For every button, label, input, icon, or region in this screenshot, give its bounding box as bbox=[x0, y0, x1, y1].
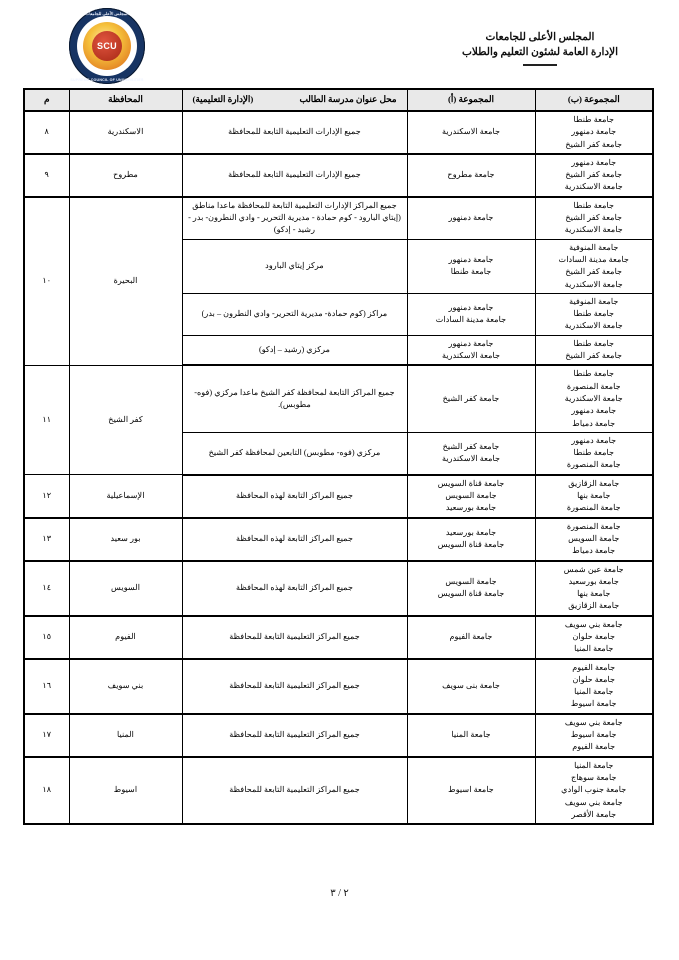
text-line: جامعة دمياط bbox=[572, 418, 616, 428]
address-line: مركز إيتاي البارود bbox=[265, 261, 324, 271]
cell-group-a bbox=[407, 714, 535, 757]
text-line: جامعة الاسكندرية bbox=[564, 393, 623, 403]
text-line: جامعة طنطا bbox=[450, 267, 492, 277]
text-line: جامعة المنصورة bbox=[566, 460, 621, 470]
cell-group-b bbox=[535, 335, 653, 365]
cell-governorate: السويس bbox=[69, 561, 182, 616]
cell-governorate: الإسماعيلية bbox=[69, 475, 182, 518]
text-line: جامعة الزقازيق bbox=[568, 478, 620, 488]
cell-address bbox=[182, 714, 407, 757]
cell-address bbox=[182, 475, 407, 518]
text-line: جامعة الفيوم bbox=[449, 631, 493, 641]
text-line: جامعة المنوفية bbox=[569, 242, 619, 252]
table-row bbox=[24, 616, 653, 659]
text-line: جامعة دمنهور bbox=[448, 338, 494, 348]
text-line: جامعة طنطا bbox=[573, 115, 615, 124]
table-row bbox=[24, 659, 653, 714]
text-line: جامعة كفر الشيخ bbox=[442, 393, 500, 403]
text-line: جامعة اسيوط bbox=[570, 699, 617, 709]
text-line: جامعة المنيا bbox=[451, 730, 491, 740]
cell-governorate: الفيوم bbox=[69, 616, 182, 659]
cell-row-number: ١٣ bbox=[24, 518, 69, 561]
table-row bbox=[24, 111, 653, 154]
text-line: جامعة دمنهور bbox=[571, 435, 617, 445]
cell-group-a bbox=[407, 111, 535, 154]
cell-group-b bbox=[535, 757, 653, 824]
cell-address bbox=[182, 335, 407, 365]
text-line: جامعة حلوان bbox=[572, 631, 616, 641]
column-header-group-a: المجموعة (أ) bbox=[407, 89, 535, 111]
table-header bbox=[24, 89, 653, 111]
text-line: جامعة بنى سويف bbox=[442, 681, 500, 691]
text-line: جامعة طنطا bbox=[573, 369, 615, 379]
text-line: جامعة كفر الشيخ bbox=[442, 441, 500, 451]
logo-arabic-arc-text: المجلس الأعلى للجامعات bbox=[85, 10, 129, 16]
cell-governorate: كفر الشيخ bbox=[69, 365, 182, 474]
address-line: مركزي (رشيد – إدكو) bbox=[258, 344, 331, 354]
table-row bbox=[24, 475, 653, 518]
text-line: جامعة دمنهور bbox=[571, 406, 617, 416]
cell-row-number: ١١ bbox=[24, 365, 69, 474]
text-line: جامعة طنطا bbox=[573, 200, 615, 210]
cell-governorate: بني سويف bbox=[69, 659, 182, 714]
cell-governorate: مطروح bbox=[69, 154, 182, 197]
organization-name: المجلس الأعلى للجامعات bbox=[485, 32, 595, 43]
address-line: جميع المراكز الإدارات التعليمية التابعة للمحافظة bbox=[237, 200, 397, 210]
text-line: جامعة المنيا bbox=[574, 687, 614, 697]
cell-group-a bbox=[407, 335, 535, 365]
logo-seal bbox=[69, 8, 145, 84]
address-line: جميع المراكز التابعة لمحافظة كفر الشيخ ماعدا bbox=[239, 387, 395, 397]
address-line: جميع المراكز التعليمية التابعة للمحافظة bbox=[229, 785, 360, 795]
cell-group-b bbox=[535, 111, 653, 154]
text-line: جامعة بورسعيد bbox=[445, 527, 497, 537]
cell-address bbox=[182, 365, 407, 432]
table-row bbox=[24, 365, 653, 432]
cell-governorate: البحيرة bbox=[69, 197, 182, 366]
document-header bbox=[0, 0, 679, 88]
text-line: جامعة مدينة السادات bbox=[558, 254, 629, 264]
text-line: جامعة كفر الشيخ bbox=[565, 351, 623, 361]
cell-group-b bbox=[535, 714, 653, 757]
address-line: مركزي (فوه- مطوبس). bbox=[194, 387, 311, 410]
page-number: ٢ / ٣ bbox=[330, 888, 349, 899]
text-line: جامعة عين شمس bbox=[563, 564, 624, 574]
text-line: جامعة دمنهور bbox=[448, 213, 494, 223]
address-line: التحرير - وادي النطرون- بدر - رشيد - إدكو) bbox=[188, 213, 316, 235]
address-line: جميع المراكز التابعة لهذه المحافظة bbox=[235, 491, 354, 501]
text-line: جامعة المنصورة bbox=[566, 503, 621, 513]
cell-address bbox=[182, 293, 407, 335]
address-line: جميع الإدارات التعليمية التابعة للمحافظة bbox=[228, 127, 361, 137]
cell-group-b bbox=[535, 561, 653, 616]
table-container bbox=[25, 88, 654, 825]
text-line: جامعة كفر الشيخ bbox=[565, 213, 623, 223]
cell-group-a bbox=[407, 154, 535, 197]
page-footer bbox=[0, 888, 679, 899]
cell-address bbox=[182, 757, 407, 824]
address-line: جميع المراكز التابعة لهذه المحافظة bbox=[235, 582, 354, 592]
cell-group-b bbox=[535, 616, 653, 659]
text-line: جامعة دمنهور bbox=[448, 303, 494, 312]
address-line: جميع الإدارات التعليمية التابعة للمحافظة bbox=[228, 170, 361, 180]
cell-group-b bbox=[535, 197, 653, 239]
universities-distribution-table bbox=[23, 88, 654, 825]
text-line: جامعة اسيوط bbox=[448, 785, 494, 795]
table-row bbox=[24, 757, 653, 824]
address-line: ماعدا مناطق (إيتاي البارود - كوم حمادة - مديرية bbox=[192, 200, 401, 223]
column-header-address bbox=[182, 89, 407, 111]
cell-row-number: ١٤ bbox=[24, 561, 69, 616]
text-line: جامعة بنها bbox=[577, 589, 611, 599]
cell-group-b bbox=[535, 659, 653, 714]
text-line: جامعة السويس bbox=[445, 491, 497, 501]
column-header-number: م bbox=[24, 89, 69, 111]
text-line: جامعة دمنهور bbox=[571, 157, 617, 167]
table-body bbox=[24, 111, 653, 824]
text-line: جامعة بنها bbox=[577, 491, 611, 501]
text-line: جامعة كفر الشيخ bbox=[565, 139, 623, 149]
text-line: جامعة الاسكندرية bbox=[441, 454, 501, 464]
cell-row-number: ٩ bbox=[24, 154, 69, 197]
column-header-governorate: المحافظة bbox=[69, 89, 182, 111]
cell-group-b bbox=[535, 475, 653, 518]
address-line: جميع المراكز التعليمية التابعة للمحافظة bbox=[229, 631, 360, 641]
cell-governorate: اسيوط bbox=[69, 757, 182, 824]
text-line: جامعة السويس bbox=[568, 533, 620, 543]
table-header-row bbox=[24, 89, 653, 111]
text-line: جامعة الاسكندرية bbox=[441, 127, 501, 137]
cell-address bbox=[182, 616, 407, 659]
cell-group-b bbox=[535, 293, 653, 335]
cell-group-b bbox=[535, 432, 653, 474]
text-line: جامعة الأقصر bbox=[571, 809, 617, 819]
cell-group-a bbox=[407, 616, 535, 659]
text-line: جامعة قناة السويس bbox=[437, 478, 505, 488]
text-line: جامعة دمياط bbox=[572, 546, 616, 556]
address-line: مراكز (كوم حمادة- مديرية التحرير- وادي النطرون bbox=[223, 309, 388, 319]
cell-group-a bbox=[407, 561, 535, 616]
cell-row-number: ١٧ bbox=[24, 714, 69, 757]
text-line: جامعة اسيوط bbox=[570, 730, 617, 740]
cell-address bbox=[182, 561, 407, 616]
text-line: جامعة طنطا bbox=[573, 338, 615, 348]
text-line: جامعة بني سويف bbox=[564, 717, 623, 727]
address-line: – بدر) bbox=[201, 309, 222, 319]
cell-address bbox=[182, 154, 407, 197]
cell-row-number: ٨ bbox=[24, 111, 69, 154]
cell-group-a bbox=[407, 365, 535, 432]
table-row bbox=[24, 561, 653, 616]
cell-row-number: ١٨ bbox=[24, 757, 69, 824]
text-line: جامعة جنوب الوادي bbox=[561, 785, 627, 795]
cell-row-number: ١٥ bbox=[24, 616, 69, 659]
table-row bbox=[24, 714, 653, 757]
text-line: جامعة قناة السويس bbox=[437, 540, 505, 550]
text-line: جامعة كفر الشيخ bbox=[565, 267, 623, 277]
table-row bbox=[24, 154, 653, 197]
cell-address bbox=[182, 111, 407, 154]
cell-governorate: بور سعيد bbox=[69, 518, 182, 561]
cell-group-a bbox=[407, 432, 535, 474]
cell-group-a bbox=[407, 197, 535, 239]
text-line: جامعة بورسعيد bbox=[568, 576, 619, 586]
address-line: جميع المراكز التابعة لهذه المحافظة bbox=[235, 533, 354, 543]
table-row bbox=[24, 197, 653, 239]
logo-english-arc-text: SUPREME COUNCIL OF UNIVERSITIES bbox=[70, 77, 144, 82]
cell-address bbox=[182, 518, 407, 561]
cell-address bbox=[182, 432, 407, 474]
cell-row-number: ١٠ bbox=[24, 197, 69, 366]
cell-group-b bbox=[535, 365, 653, 432]
cell-address bbox=[182, 659, 407, 714]
logo-acronym-text: SCU bbox=[97, 41, 117, 51]
text-line: جامعة الاسكندرية bbox=[564, 182, 623, 192]
text-line: جامعة بني سويف bbox=[564, 619, 623, 629]
text-line: جامعة المنيا bbox=[574, 644, 614, 654]
cell-row-number: ١٢ bbox=[24, 475, 69, 518]
cell-group-a bbox=[407, 293, 535, 335]
department-name: الإدارة العامة لشئون التعليم والطلاب bbox=[461, 47, 618, 59]
column-header-address-sub: (الإدارة التعليمية) bbox=[192, 94, 254, 105]
cell-group-a bbox=[407, 757, 535, 824]
cell-governorate: الاسكندرية bbox=[69, 111, 182, 154]
text-line: جامعة مدينة السادات bbox=[435, 315, 507, 325]
text-line: جامعة المنيا bbox=[574, 760, 614, 770]
text-line: جامعة كفر الشيخ bbox=[565, 170, 623, 180]
address-line: جميع المراكز التعليمية التابعة للمحافظة bbox=[229, 730, 360, 740]
text-line: جامعة السويس bbox=[445, 576, 497, 586]
text-line: جامعة الفيوم bbox=[572, 662, 616, 672]
text-line: جامعة الاسكندرية bbox=[564, 225, 623, 235]
text-line: جامعة الاسكندرية bbox=[441, 351, 501, 361]
text-line: جامعة بورسعيد bbox=[445, 503, 497, 513]
text-line: جامعة المنوفية bbox=[569, 296, 619, 306]
cell-group-a bbox=[407, 475, 535, 518]
text-line: جامعة سوهاج bbox=[570, 772, 617, 782]
cell-address bbox=[182, 197, 407, 239]
column-header-address-main: محل عنوان مدرسة الطالب bbox=[299, 94, 397, 105]
address-line: جميع المراكز التعليمية التابعة للمحافظة bbox=[229, 681, 360, 691]
cell-address bbox=[182, 239, 407, 293]
text-line: جامعة بني سويف bbox=[564, 797, 623, 807]
text-line: جامعة قناة السويس bbox=[437, 589, 505, 599]
text-line: جامعة الاسكندرية bbox=[564, 321, 623, 331]
table-row bbox=[24, 518, 653, 561]
cell-row-number: ١٦ bbox=[24, 659, 69, 714]
cell-group-b bbox=[535, 518, 653, 561]
text-line: جامعة طنطا bbox=[573, 448, 615, 458]
scu-logo bbox=[65, 8, 145, 84]
header-titles bbox=[410, 30, 670, 66]
text-line: جامعة الزقازيق bbox=[568, 601, 620, 611]
cell-group-a bbox=[407, 659, 535, 714]
text-line: جامعة طنطا bbox=[573, 309, 615, 319]
header-divider bbox=[523, 64, 557, 66]
cell-group-a bbox=[407, 518, 535, 561]
address-line: مركزي (فوه- مطوبس) التابعين لمحافظة كفر الشيخ bbox=[208, 448, 381, 458]
text-line: جامعة المنصورة bbox=[566, 381, 621, 391]
column-header-group-b: المجموعة (ب) bbox=[535, 89, 653, 111]
logo-sun-core bbox=[83, 22, 131, 70]
cell-governorate: المنيا bbox=[69, 714, 182, 757]
text-line: جامعة الاسكندرية bbox=[564, 279, 623, 289]
text-line: جامعة مطروح bbox=[447, 170, 495, 180]
text-line: جامعة دمنهور bbox=[571, 127, 617, 137]
text-line: جامعة المنصورة bbox=[566, 521, 621, 531]
text-line: جامعة الفيوم bbox=[572, 742, 616, 752]
cell-group-b bbox=[535, 239, 653, 293]
text-line: جامعة حلوان bbox=[572, 674, 616, 684]
logo-center-disc bbox=[92, 31, 122, 61]
cell-group-a bbox=[407, 239, 535, 293]
cell-group-b bbox=[535, 154, 653, 197]
text-line: جامعة دمنهور bbox=[448, 254, 494, 264]
